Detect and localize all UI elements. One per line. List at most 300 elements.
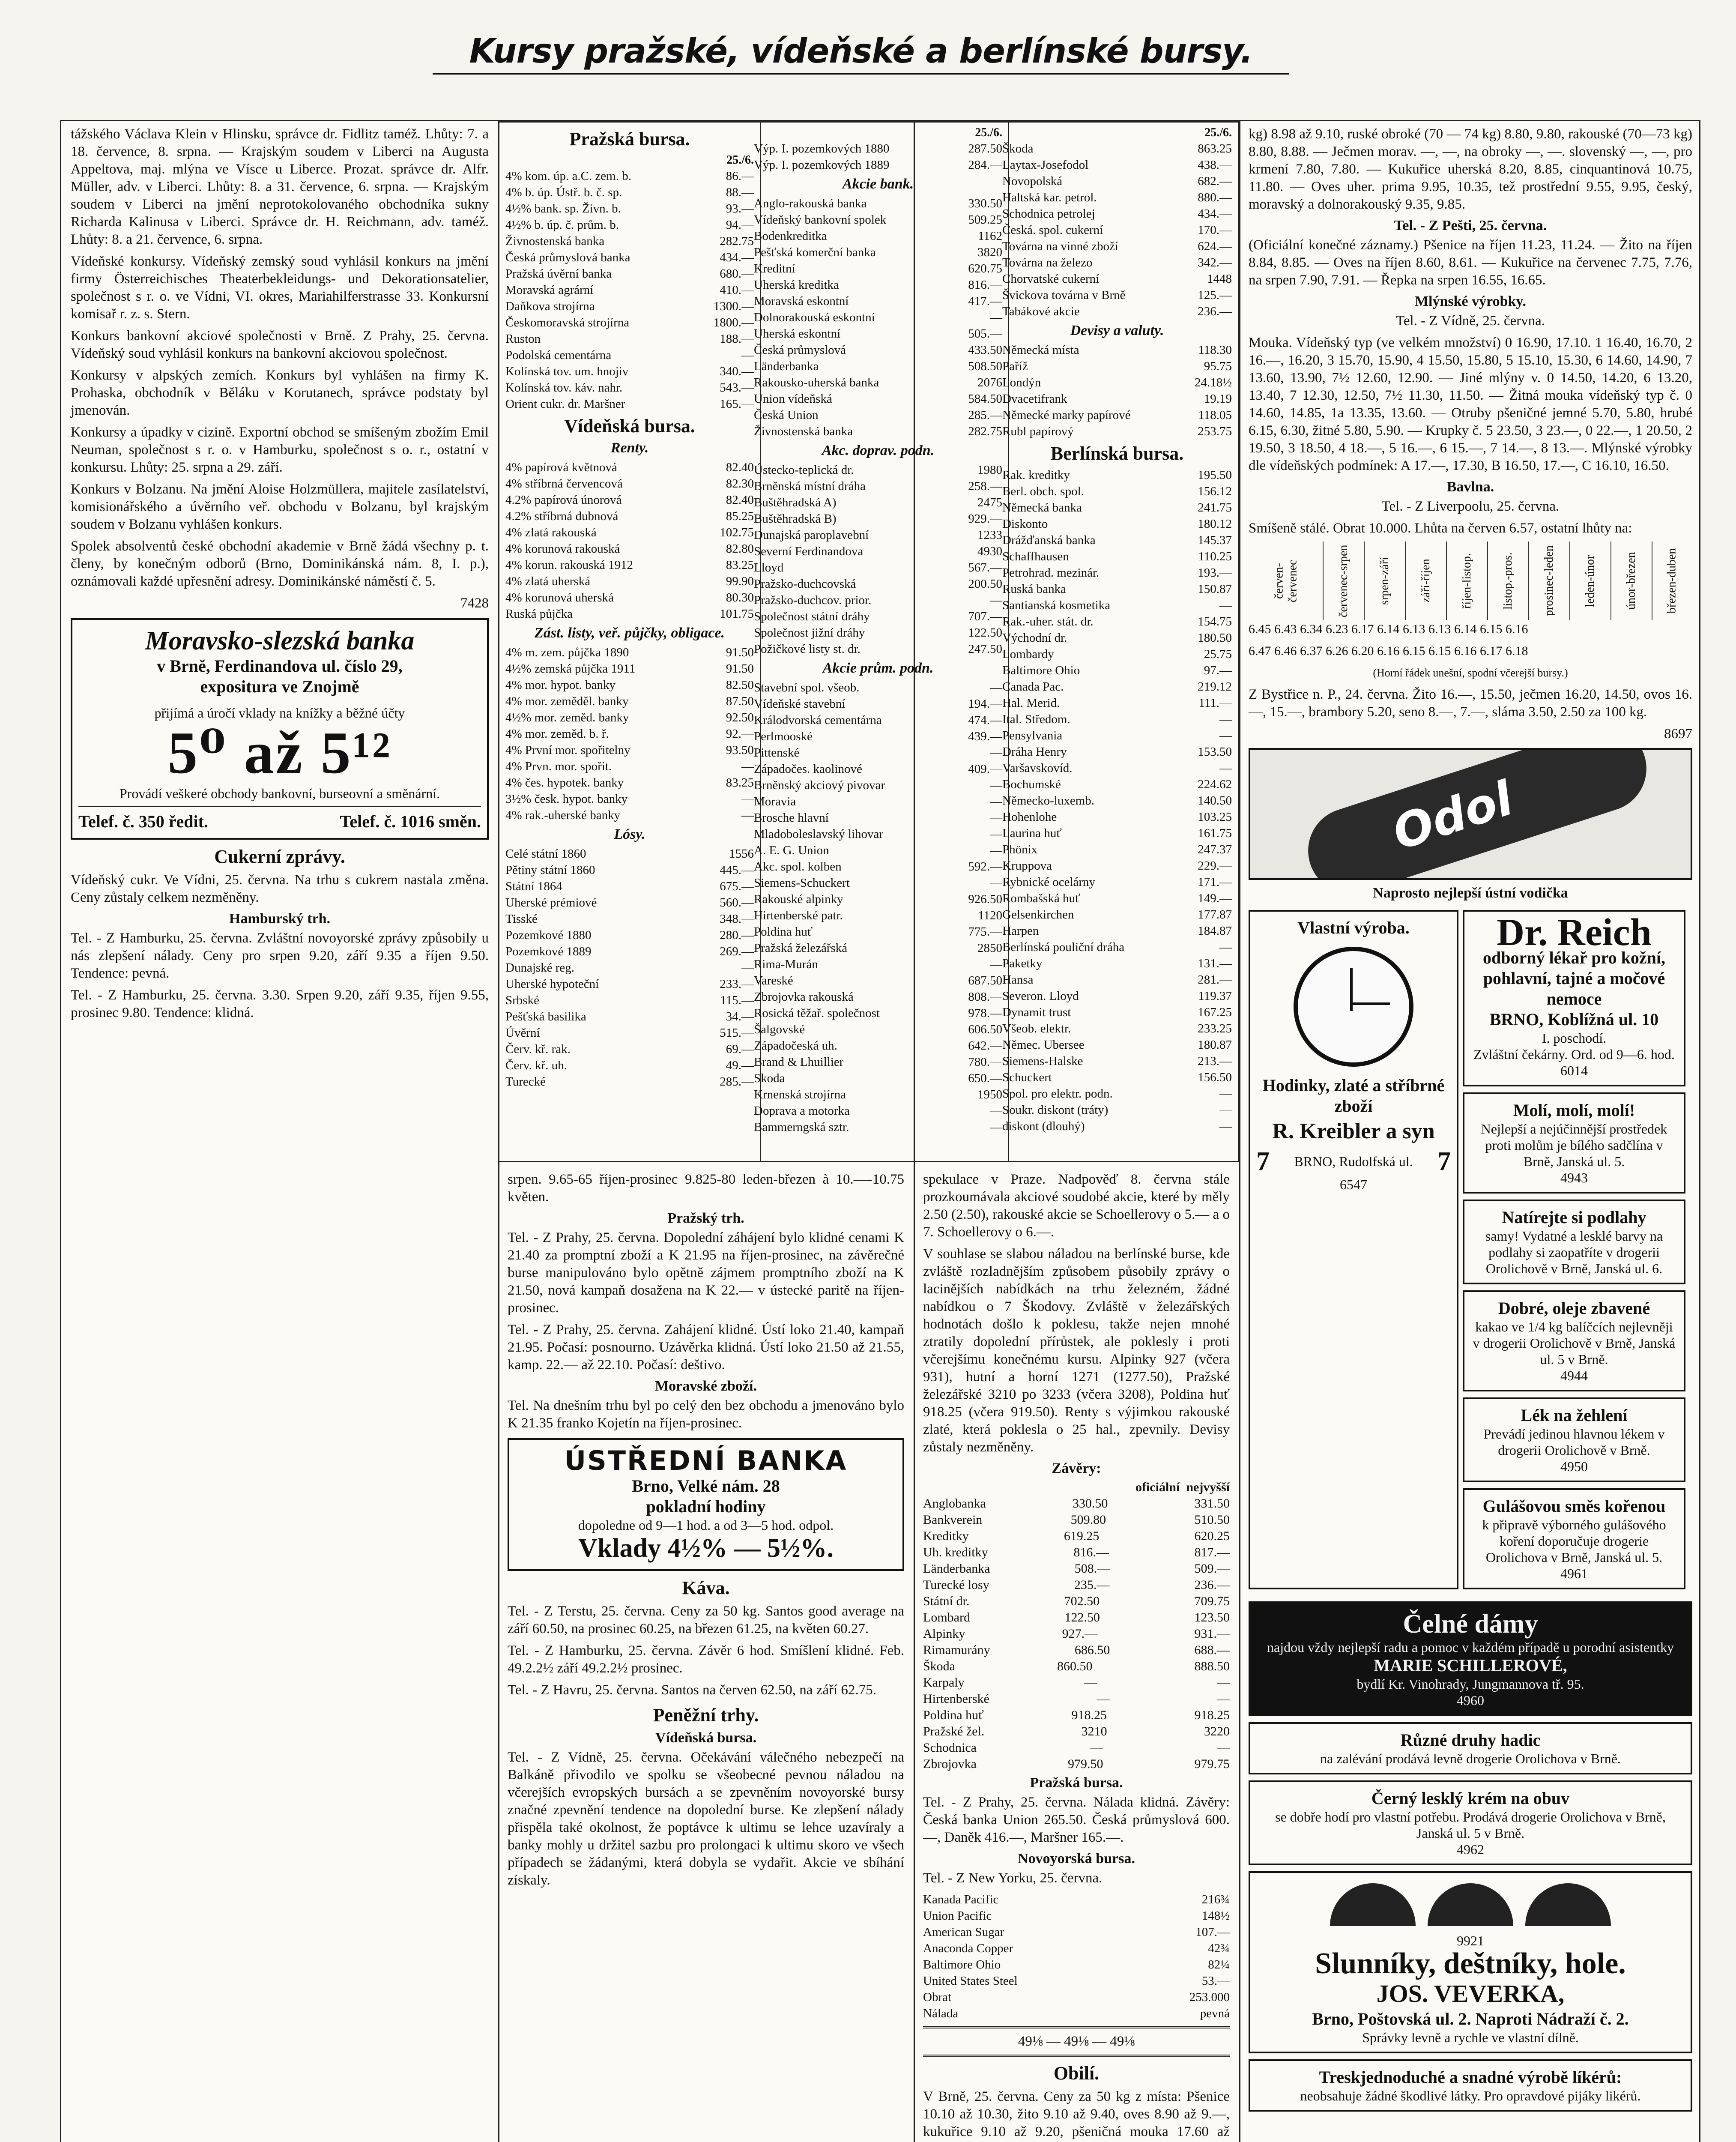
prague-stock-row-label: Pražská úvěrní banka (505, 267, 612, 281)
closing-row-label: Lombard (923, 1610, 970, 1624)
vienna-rent-row (505, 541, 754, 557)
prague-stock-row (505, 282, 754, 298)
industrial-share-row (1002, 141, 1232, 157)
industrial-share-row-value: 2850 (977, 941, 1002, 955)
vienna-rent-row-label: 4.2% papírová únorová (505, 493, 622, 507)
industrial-share-row-label: Šalgovské (754, 1023, 805, 1036)
lottery-bond-row (505, 1025, 754, 1041)
industrial-share-row-value: 926.50 (968, 892, 1002, 906)
obligation-row (505, 677, 754, 693)
grain-heading: Obilí. (1053, 2063, 1100, 2084)
bank-share-row (754, 358, 1002, 374)
umbrella-icon (1428, 1883, 1513, 1926)
newspaper-page (60, 120, 1700, 2142)
lottery-bond-row (505, 862, 754, 878)
prague-bursa-heading: Pražská bursa. (1030, 1775, 1123, 1791)
pocket-watch-icon (1294, 947, 1413, 1067)
small-ad-title: Natírejte si podlahy (1502, 1208, 1646, 1227)
bank-share-row-label: Moravská eskontní (754, 294, 849, 308)
ny-stock-row (923, 1973, 1230, 1989)
obligation-row-label: 4% mor. zeměd. b. ř. (505, 727, 609, 741)
bank-line: přijímá a úročí vklady na knížky a běžné účty (154, 705, 405, 721)
industrial-share-row-value: — (990, 844, 1002, 857)
berlin-stock-row-value: 149.— (1198, 892, 1232, 905)
transport-share-row (754, 576, 1002, 592)
transport-share-row-label: Brněnská místní dráha (754, 479, 866, 493)
prague-stock-row-value: 410.— (720, 283, 754, 297)
industrial-share-row (754, 891, 1002, 907)
closing-row (923, 1707, 1230, 1723)
bank-shares-title: Akcie bank. (842, 176, 914, 192)
lottery-bond-row (505, 976, 754, 992)
ny-stock-row-label: Obrat (923, 1990, 952, 2004)
closing-row-value: 236.— (1194, 1578, 1230, 1592)
closing-row-value: 620.25 (1194, 1529, 1230, 1543)
industrial-share-row-value: — (990, 827, 1002, 841)
bank-share-row-value: 1162 (978, 229, 1002, 243)
cotton-month: březen-duben (1652, 541, 1692, 620)
industrial-shares-title: Akcie prům. podn. (822, 660, 934, 676)
bank-share-row-label: Anglo-rakouská banka (754, 197, 867, 210)
closing-heading: Závěry: (1052, 1460, 1101, 1476)
vienna-rent-row (505, 492, 754, 508)
industrial-share-row (1002, 254, 1232, 271)
berlin-stock-row-label: Varšavskovíd. (1002, 761, 1073, 775)
berlin-stock-row-value: 281.— (1198, 973, 1232, 987)
closing-row-value: 330.50 (1072, 1496, 1108, 1511)
cotton-note: (Horní řádek unešní, spodní včerejší bursy.) (1373, 667, 1568, 679)
berlin-stock-row-value: 177.87 (1198, 908, 1232, 921)
bank-share-row (754, 374, 1002, 391)
vienna-rent-row (505, 557, 754, 573)
hamburg-report-2: Tel. - Z Hamburku, 25. června. 3.30. Srpen 9.20, září 9.35, říjen 9.55, prosinec 9.80. Tendence: klidná. (71, 987, 489, 1020)
bank-bankruptcy: Konkurs bankovní akciové společnosti v Brně. Z Prahy, 25. června. Vídeňský soud vyhlásil konkurs na bankovní akciovou společnost. (71, 328, 489, 361)
closing-col-official: oficiální (1135, 1480, 1180, 1494)
cotton-month: říjen-listop. (1446, 541, 1488, 620)
industrial-share-row (754, 1103, 1002, 1119)
industrial-share-row-label: Škoda (1002, 142, 1034, 156)
obligation-row-value: 93.50 (726, 743, 754, 757)
currency-row (1002, 358, 1232, 374)
ad-code: 4950 (1560, 1459, 1588, 1474)
closing-row-value: 3220 (1204, 1724, 1230, 1738)
berlin-bursa-title: Berlínská bursa. (1050, 443, 1184, 464)
closing-row-value: — (1090, 1741, 1103, 1755)
vienna-bursa-title: Vídeňská bursa. (564, 416, 695, 437)
berlin-stock-row-label: Canada Pac. (1002, 680, 1064, 694)
coffee-trieste: Tel. - Z Terstu, 25. června. Ceny za 50 kg. Santos good average na září 60.50, na prosinec 60.25, na březen 61.25, na květen 60.27. (508, 1604, 904, 1636)
closing-row-value: — (1217, 1675, 1230, 1690)
closing-row-label: Poldina huť (923, 1708, 984, 1722)
closing-row-value: 123.50 (1194, 1610, 1230, 1624)
industrial-share-row (754, 1119, 1002, 1135)
vienna-rent-row-label: 4% stříbrná červencová (505, 477, 623, 491)
industrial-share-row-label: Pražská železářská (754, 941, 848, 955)
bank-share-row-label: Uherská kreditka (754, 278, 839, 292)
berlin-stock-row-value: — (1219, 1087, 1232, 1101)
industrial-share-row (754, 679, 1002, 696)
prague-bursa (499, 123, 761, 1161)
industrial-share-row-label: Západočes. kaolinové (754, 762, 862, 776)
industrial-share-row-label: Zbrojovka rakouská (754, 990, 854, 1004)
lottery-bond-row-value: 49.— (726, 1059, 754, 1072)
industrial-share-row (754, 777, 1002, 793)
ad-code: 4960 (1457, 1693, 1484, 1708)
bank-share-row-label: Rakousko-uherská banka (754, 376, 879, 389)
prague-stock-row-label: Živnostenská banka (505, 234, 605, 248)
closing-row (923, 1577, 1230, 1593)
bank-share-row-label: Kreditní (754, 262, 795, 275)
closing-row (923, 1642, 1230, 1658)
ny-stock-row-label: American Sugar (923, 1925, 1004, 1939)
industrial-share-row-value: 236.— (1198, 305, 1232, 318)
cleny-address: bydlí Kr. Vinohrady, Jungmannova tř. 95. (1357, 1676, 1584, 1692)
lottery-bond-row-label: Turecké (505, 1075, 546, 1089)
reich-ad (1463, 910, 1685, 1086)
closing-row (923, 1756, 1230, 1772)
industrial-share-row (754, 810, 1002, 826)
closing-row-value: — (1084, 1675, 1097, 1690)
closing-row-label: Kreditky (923, 1529, 969, 1543)
transport-share-row (754, 543, 1002, 559)
obligation-row-value: — (741, 792, 754, 806)
obligation-row-label: 4% rak.-uherské banky (505, 808, 621, 822)
prague-stock-row-label: 4½% bank. sp. Živn. b. (505, 202, 621, 215)
prague-stock-row-label: 4½% b. úp. č. prům. b. (505, 218, 619, 232)
berlin-stock-row (1002, 1004, 1232, 1020)
berlin-stock-row-value: 161.75 (1198, 826, 1232, 840)
industrial-share-row-value: 434.— (1198, 207, 1232, 221)
closing-row-label: Rimamurány (923, 1643, 990, 1657)
vienna-bankruptcy: Vídeňské konkursy. Vídeňský zemský soud vyhlásil konkurs na jmění firmy Österreichisches Theaterbekleidungs- und Dekorationsatelier, společnost s r. o. ve Vídni, VI. okres, Mariahilferstrasse 33. Konkursní komisař r. z. s. Stern. (71, 254, 489, 322)
moravian-goods: Tel. Na dnešním trhu byl po celý den bez obchodu a jmenováno bylo K 21.35 franko Kojetín na říjen-prosinec. (508, 1398, 904, 1431)
ny-stock-row (923, 2005, 1230, 2022)
prague-market: Tel. - Z Prahy, 25. června. Dopolední záhájení bylo klidné cenami K 21.40 za promptní zboží a K 21.95 na říjen-prosinec, na závěrečné burse manipulováno bylo opětně zájmem promptního zboží na K 21.50, nová kampaň dosažena na K 22.— v ústecké paritě na říjen-prosinec. (508, 1230, 904, 1316)
berlin-stock-row (1002, 809, 1232, 825)
closing-row (923, 1512, 1230, 1528)
cotton-sub: Tel. - Z Liverpoolu, 25. června. (1381, 499, 1560, 514)
pozemkove-row-label: Výp. I. pozemkových 1889 (754, 158, 890, 172)
bank-share-row (754, 277, 1002, 293)
vienna-rent-row-value: 80.30 (726, 591, 754, 604)
berlin-stock-row (1002, 939, 1232, 955)
grain-prices-cont: kg) 8.98 až 9.10, ruské obroké (70 — 74 kg) 8.80, 9.80, rakouské (70—73 kg) 8.80, 8.88. — Ječmen morav. —, —, na obroky —, —. slovenský —, —, pro krmení 7.80, 7.80. — Kukuřice uherská 8.20, 8.85, cinquantinová 10.75, 11.80. — Oves uher. prima 9.95, 10.35, tež prostřední 9.55, 9.95, český, moravský a dolnorakouský 9.35, 9.85. (1249, 126, 1692, 212)
industrial-share-row-label: Moravia (754, 795, 796, 808)
small-ad-text: Nejlepší a nejúčinnější prostředek proti molům je bílého sadčlína v Brně, Janská ul. 5. (1481, 1121, 1667, 1169)
tresk-title: Treskjednoduché a snadné výrobě líkérů: (1319, 2067, 1622, 2087)
prague-stock-row (505, 233, 754, 249)
pest-report: (Oficiální konečné záznamy.) Pšenice na říjen 11.23, 11.24. — Žito na říjen 8.84, 8.85. — Oves na říjen 8.60, 8.61. — Kukuřice na červenec 7.75, 7.76, na srpen 7.90, 7.91. — Řepka na srpen 16.55, 16.65. (1249, 237, 1692, 288)
prague-stock-row (505, 331, 754, 347)
transport-share-row-value: 707.— (968, 610, 1002, 623)
berlin-stock-row-value: 25.75 (1204, 647, 1232, 661)
industrial-share-row-value: 170.— (1198, 223, 1232, 237)
berlin-stock-row-value: 110.25 (1198, 550, 1232, 563)
transport-share-row (754, 592, 1002, 608)
transport-share-row (754, 559, 1002, 576)
prague-market-heading: Pražský trh. (667, 1210, 744, 1226)
column-date: 25./6. (975, 126, 1002, 139)
cotton-month: leden-únor (1570, 541, 1611, 620)
obligation-row (505, 807, 754, 823)
lottery-bond-row-label: Pešťská basilika (505, 1010, 586, 1023)
ny-stock-row-value: 82¼ (1208, 1958, 1230, 1971)
obligation-row-label: 4% Prvn. mor. spořit. (505, 760, 612, 773)
watch-ad-city: BRNO, Rudolfská ul. (1294, 1154, 1413, 1169)
berlin-stock-row-value: 233.25 (1198, 1022, 1232, 1035)
closing-row-value: — (1097, 1692, 1110, 1706)
bank-share-row-value: 508.50 (968, 359, 1002, 373)
obligation-row (505, 693, 754, 709)
transport-share-row-value: 567.— (968, 561, 1002, 574)
industrial-share-row-label: Akc. spol. kolben (754, 860, 842, 874)
obligation-row-value: 92.50 (726, 711, 754, 724)
berlin-stock-row-label: Rak. kreditky (1002, 468, 1070, 482)
closing-row-value: 508.— (1074, 1562, 1110, 1576)
berlin-stock-row-label: Pensylvania (1002, 729, 1063, 742)
ustredni-hours-title: pokladní hodiny (646, 1497, 766, 1516)
prague-stock-row-value: — (741, 348, 754, 362)
lottery-bond-row-value: 233.— (720, 977, 754, 991)
small-ad-title: Dobré, oleje zbavené (1498, 1298, 1650, 1318)
cotton-row-1: 6.45 6.43 6.34 6.23 6.17 6.14 6.13 6.13 6.14 6.15 6.16 (1249, 622, 1528, 636)
industrial-share-row-label: Továrna na vinné zboží (1002, 239, 1118, 253)
berlin-stock-row-value: — (1219, 598, 1232, 612)
berlin-stock-row-label: Lombardy (1002, 647, 1054, 661)
berlin-stock-row-value: 193.— (1198, 566, 1232, 580)
vienna-rent-row-value: 85.25 (726, 509, 754, 523)
berlin-stock-row (1002, 565, 1232, 581)
industrial-share-row-label: Vídeňské stavební (754, 697, 846, 711)
closing-row-value: 816.— (1073, 1545, 1109, 1559)
cotton-month: prosinec-leden (1529, 541, 1570, 620)
berlin-stock-row-value: — (1219, 940, 1232, 954)
berlin-stock-row-label: Východní dr. (1002, 631, 1067, 645)
bank-share-row-value: 330.50 (968, 197, 1002, 210)
odol-word: Odol (1386, 771, 1520, 861)
currency-row-label: Německá místa (1002, 343, 1079, 357)
mill-heading: Mlýnské výrobky. (1414, 293, 1527, 309)
bank-name: Moravsko-slezská banka (145, 626, 415, 655)
transport-share-row-value: 1980 (977, 463, 1002, 477)
bank-share-row-value: 509.25 (968, 213, 1002, 227)
berlin-stock-row-label: Diskonto (1002, 517, 1048, 531)
industrial-share-row-value: 808.— (968, 990, 1002, 1004)
small-ad-text: samy! Vydatné a lesklé barvy na podlahy si zaopatříte v drogerii Orolichově v Brně, Janská ul. 6. (1485, 1228, 1663, 1276)
transport-share-row-label: Společnost státní dráhy (754, 610, 870, 623)
industrial-share-row (754, 1005, 1002, 1021)
berlin-stock-row-value: 131.— (1198, 957, 1232, 970)
closing-row-value: 122.50 (1064, 1610, 1100, 1624)
prague-stock-row-label: Kolínská tov. káv. nahr. (505, 381, 623, 395)
prague-stock-row (505, 347, 754, 363)
lottery-bond-row-value: 445.— (720, 863, 754, 877)
small-ad (1463, 1397, 1685, 1482)
bank-share-row-value: 285.— (968, 408, 1002, 422)
industrial-share-row (754, 761, 1002, 777)
lottery-bond-row-label: Červ. kř. rak. (505, 1042, 571, 1056)
berlin-stock-row-label: diskont (dlouhý) (1002, 1119, 1085, 1133)
industrial-share-row (754, 1054, 1002, 1070)
ny-stock-row (923, 1908, 1230, 1924)
industrial-share-row (754, 924, 1002, 940)
prague-stock-row-label: 4% b. úp. Ústř. b. č. sp. (505, 185, 622, 199)
obligation-row-value: 82.50 (726, 678, 754, 692)
cotton-month: červen-červenec (1272, 559, 1300, 602)
berlin-stock-row-value: 180.50 (1198, 631, 1232, 645)
closing-row (923, 1723, 1230, 1740)
vienna-rent-row-value: 82.80 (726, 542, 754, 556)
lottery-bond-row-value: 34.— (726, 1010, 754, 1023)
obligation-row (505, 758, 754, 775)
renty-title: Renty. (610, 440, 649, 456)
industrial-share-row-value: — (990, 811, 1002, 825)
berlin-stock-row (1002, 727, 1232, 744)
closing-row-value: 619.25 (1064, 1529, 1100, 1543)
bank-share-row (754, 423, 1002, 440)
industrial-share-row (1002, 238, 1232, 254)
industrial-share-row-label: Rosická těžař. společnost (754, 1006, 880, 1020)
pest-heading: Tel. - Z Pešti, 25. června. (1394, 218, 1547, 233)
prague-bursa-title: Pražská bursa. (569, 129, 690, 150)
berlin-stock-row-value: 167.25 (1198, 1005, 1232, 1019)
masthead: Kursy pražské, vídeňské a berlínské bursy. (433, 30, 1289, 75)
cotton-row-2: 6.47 6.46 6.37 6.26 6.20 6.16 6.15 6.15 6.16 6.17 6.18 (1249, 644, 1528, 658)
currency-row (1002, 423, 1232, 440)
berlin-stock-row-label: Petrohrad. mezinár. (1002, 566, 1100, 580)
reich-hours: Zvláštní čekárny. Ord. od 9—6. hod. (1473, 1047, 1675, 1062)
prague-stock-row-label: Česká průmyslová banka (505, 251, 630, 264)
industrial-share-row (754, 842, 1002, 859)
small-ad-text: kakao ve 1/4 kg balíčcích nejlevněji v drogerii Orolichově v Brně, Janská ul. 5 v Brně. (1473, 1319, 1676, 1367)
obligation-row (505, 791, 754, 807)
cleny-name: MARIE SCHILLEROVÉ, (1374, 1656, 1567, 1675)
berlin-stock-row-value: 140.50 (1198, 794, 1232, 808)
transport-share-row (754, 462, 1002, 478)
bank-share-row (754, 244, 1002, 260)
sugar-heading: Cukerní zprávy. (214, 846, 345, 867)
grain-brno: V Brně, 25. června. Ceny za 50 kg z místa: Pšenice 10.10 až 10.30, žito 9.10 až 9.40, oves 8.90 až 9.—, kukuřice 9.10 až 9.20, pšeničná mouka 17.60 až (923, 2089, 1230, 2139)
prague-stock-row-label: Moravská agrární (505, 283, 594, 297)
ny-stock-row-value: 148½ (1201, 1909, 1230, 1923)
berlin-stock-row (1002, 532, 1232, 548)
transport-share-row-label: Buštěhradská B) (754, 512, 837, 526)
berlin-stock-row (1002, 467, 1232, 483)
berlin-stock-row-value: 153.50 (1198, 745, 1232, 759)
industrial-share-row-value: 342.— (1198, 256, 1232, 269)
industrial-share-row-value: 775.— (968, 925, 1002, 939)
berlin-stock-row-label: Ital. Středom. (1002, 712, 1070, 726)
vienna-rent-row (505, 573, 754, 589)
ny-stock-row-value: 42¾ (1208, 1942, 1230, 1955)
umbrella-icon (1330, 1883, 1416, 1926)
berlin-stock-row-value: 97.— (1204, 664, 1232, 677)
vienna-rent-row-label: 4% korun. rakouská 1912 (505, 558, 633, 572)
berlin-stock-row (1002, 1053, 1232, 1069)
hadice-title: Různé druhy hadic (1400, 1730, 1541, 1750)
industrial-share-row-value: 592.— (968, 860, 1002, 874)
lottery-bond-row (505, 1008, 754, 1025)
lottery-bond-row-label: Úvěrní (505, 1026, 540, 1040)
industrial-share-row-label: Siemens-Schuckert (754, 876, 850, 890)
industrial-share-row-value: — (990, 746, 1002, 760)
lottery-bond-row (505, 1057, 754, 1074)
berlin-stock-row-label: Soukr. diskont (tráty) (1002, 1103, 1109, 1117)
lottery-bond-row-value: 285.— (720, 1075, 754, 1089)
currency-row-label: Dvacetifrank (1002, 392, 1067, 406)
ustredni-hours: dopoledne od 9—1 hod. a od 3—5 hod. odpol. (578, 1517, 834, 1533)
bank-share-row (754, 407, 1002, 423)
prague-stock-row-value: 88.— (726, 185, 754, 199)
industrial-share-row-label: A. E. G. Union (754, 844, 829, 857)
small-ad-title: Lék na žehlení (1521, 1406, 1628, 1425)
column-2-lower (498, 1167, 914, 2142)
currency-row-label: Londýn (1002, 376, 1041, 389)
transport-share-row-label: Společnost jižní dráhy (754, 626, 865, 640)
industrial-share-row (1002, 173, 1232, 189)
vienna-rent-row (505, 589, 754, 606)
berlin-stock-row-label: Rak.-uher. stát. dr. (1002, 615, 1094, 628)
lottery-bond-row-value: 1556 (729, 847, 754, 861)
closing-row (923, 1561, 1230, 1577)
industrial-share-row (754, 1070, 1002, 1086)
veverka-ad (1249, 1871, 1692, 2053)
prague-bursa-report: Tel. - Z Prahy, 25. června. Nálada klidná. Závěry: Česká banka Union 265.50. Česká průmyslová 600.—, Daněk 416.—, Maršner 165.—. (923, 1795, 1230, 1845)
industrial-share-row-label: Chorvatské cukerní (1002, 272, 1100, 286)
prague-stock-row (505, 184, 754, 200)
vienna-rent-row-label: Ruská půjčka (505, 607, 573, 621)
berlin-stock-row (1002, 841, 1232, 858)
prague-market-2: Tel. - Z Prahy, 25. června. Zahájení klidné. Ústí loko 21.40, kampaň 21.95. Počasí: posnourno. Uzávěrka klidná. Ústí loko 21.50 až 21.55, kamp. 22.— až 22.10. Počasí: deštivo. (508, 1322, 904, 1373)
transport-share-row (754, 511, 1002, 527)
berlin-stock-row-label: Hansa (1002, 973, 1034, 987)
bank-share-row-label: Union vídeňská (754, 392, 832, 406)
transport-share-row-label: Pražsko-duchcov. prior. (754, 593, 872, 607)
industrial-share-row (754, 1086, 1002, 1103)
berlin-stock-row-label: Severon. Lloyd (1002, 989, 1079, 1003)
berlin-stock-row-label: Německá banka (1002, 501, 1082, 515)
lottery-bond-row-label: Uherské hypoteční (505, 977, 599, 991)
berlin-stock-row-value: — (1219, 1119, 1232, 1133)
devisy-title: Devisy a valuty. (1070, 323, 1164, 338)
obligation-row-label: 4% m. zem. půjčka 1890 (505, 646, 629, 659)
industrial-share-row-value: — (990, 957, 1002, 971)
vienna-bursa-heading: Vídeňská bursa. (655, 1730, 757, 1746)
prague-stock-row (505, 298, 754, 314)
industrial-share-row-label: Schodnica petrolej (1002, 207, 1095, 221)
industrial-share-row-label: Rima-Murán (754, 957, 818, 971)
industrial-share-row-label: Novopolská (1002, 174, 1063, 188)
ny-stock-row-value: 107.— (1195, 1925, 1230, 1939)
column-date: 25./6. (1204, 126, 1232, 139)
closing-row-value: 709.75 (1194, 1594, 1230, 1608)
bank-share-row-value: 433.50 (968, 343, 1002, 357)
industrial-share-row-value: 978.— (968, 1006, 1002, 1020)
closing-row-value: 702.50 (1064, 1594, 1100, 1608)
bank-share-row-value: 3820 (977, 245, 1002, 259)
vienna-rent-row-value: 82.30 (726, 477, 754, 491)
industrial-share-row-value: 409.— (968, 762, 1002, 776)
industrial-share-row (754, 875, 1002, 891)
ad-code: 7428 (460, 595, 489, 611)
industrial-share-row-label: Tabákové akcie (1002, 305, 1080, 318)
ny-stock-row-value: pevná (1200, 2007, 1230, 2020)
berlin-stock-row (1002, 630, 1232, 646)
closing-row (923, 1626, 1230, 1642)
right-ads (1463, 904, 1685, 1595)
industrial-share-row-label: Laytax-Josefodol (1002, 158, 1089, 172)
closing-row-value: 509.80 (1070, 1513, 1106, 1527)
